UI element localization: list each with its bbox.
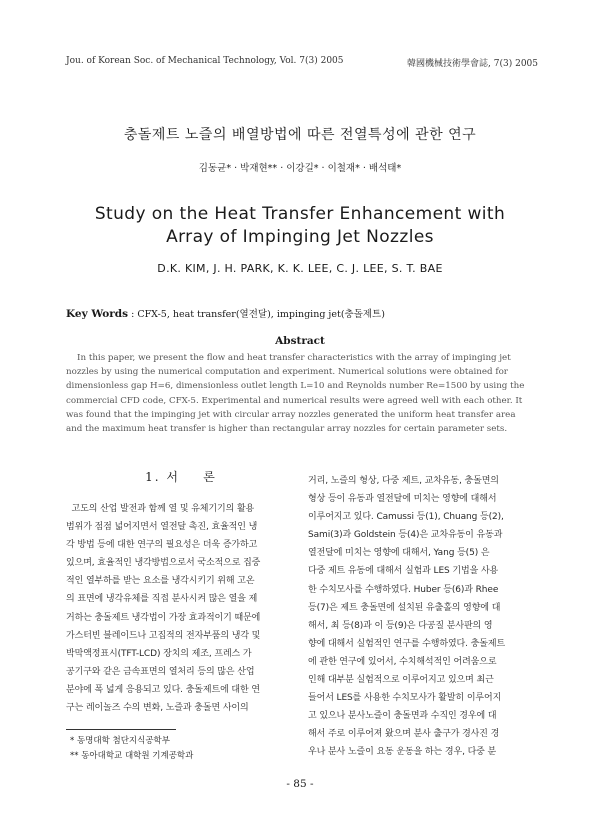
footnote-affiliation: ** 동아대학교 대학원 기계공학과 bbox=[70, 751, 194, 761]
abstract-line: dimensionless gap H=6, dimensionless outlet length L=10 and Reynolds number Re=1500 by using the bbox=[66, 381, 525, 392]
body-line: 각 방법 등에 대한 연구의 필요성은 더욱 증가하고 bbox=[66, 540, 258, 551]
body-line: 거하는 충돌제트 냉각법이 가장 효과적이기 때문에 bbox=[66, 612, 261, 623]
body-line: 의 표면에 냉각유체를 직접 분사시켜 많은 열을 제 bbox=[66, 594, 258, 605]
keywords bbox=[66, 306, 536, 320]
body-line: 박막액정표시(TFT-LCD) 장치의 제조, 프레스 가 bbox=[66, 648, 252, 659]
body-line: 등(7)은 제트 충돌면에 설치된 유출홀의 영향에 대 bbox=[308, 602, 501, 613]
body-line: 에 관한 연구에 있어서, 수치해석적인 어려움으로 bbox=[308, 656, 497, 667]
body-line: 한 수치모사를 수행하였다. Huber 등(6)과 Rhee bbox=[308, 584, 499, 595]
body-column-left bbox=[66, 500, 296, 717]
paper-title-english-line: Study on the Heat Transfer Enhancement with bbox=[94, 204, 506, 224]
body-line: 구는 레이놀즈 수의 변화, 노즐과 충돌면 사이의 bbox=[66, 703, 249, 714]
abstract-body bbox=[66, 351, 536, 436]
paper-title-english bbox=[0, 203, 600, 249]
body-line: 향에 대해서 실험적인 연구를 수행하였다. 충돌제트 bbox=[308, 638, 506, 649]
keywords-label: Key Words bbox=[66, 308, 129, 320]
body-line: 해서, 최 등(8)과 이 등(9)은 다공질 분사판의 영 bbox=[308, 620, 493, 631]
section-title-introduction: 1. 서 론 bbox=[145, 470, 217, 484]
body-line: 고 있으나 분사노즐이 충돌면과 수직인 경우에 대 bbox=[308, 711, 497, 722]
body-line: 열전달에 미치는 영향에 대해서, Yang 등(5) 은 bbox=[308, 548, 490, 559]
body-line: 다중 제트 유동에 대해서 실험과 LES 기법을 사용 bbox=[308, 566, 499, 577]
body-line: 우나 분사 노즐이 요동 운동을 하는 경우, 다중 분 bbox=[308, 747, 497, 758]
body-column-right bbox=[308, 472, 540, 762]
footnotes bbox=[70, 734, 193, 764]
journal-header-korean: 韓國機械技術學會誌, 7(3) 2005 bbox=[407, 59, 538, 69]
authors-korean: 김동균* · 박재현** · 이강길* · 이철재* · 배석태* bbox=[198, 163, 402, 174]
body-line: 분야에 폭 넓게 응용되고 있다. 충돌제트에 대한 연 bbox=[66, 684, 260, 695]
abstract-line: In this paper, we present the flow and heat transfer characteristics with the array of impinging jet bbox=[66, 353, 511, 363]
abstract-line: nozzles by using the numerical computation and experiment. Numerical solutions were obtained for bbox=[66, 367, 508, 378]
body-line: 들어서 LES를 사용한 수치모사가 활발히 이루어지 bbox=[308, 693, 502, 704]
body-line: 이루어지고 있다. Camussi 등(1), Chuang 등(2), bbox=[308, 512, 504, 523]
paper-title-english-line: Array of Impinging Jet Nozzles bbox=[166, 227, 434, 247]
journal-header-english: Jou. of Korean Soc. of Mechanical Technology, Vol. 7(3) 2005 bbox=[66, 56, 344, 66]
body-line: 범위가 점점 넓어지면서 열전달 촉진, 효율적인 냉 bbox=[66, 522, 258, 533]
body-line: 해서 주로 이루어져 왔으며 분사 출구가 경사진 경 bbox=[308, 729, 500, 740]
keywords-text: : CFX-5, heat transfer(열전달), impinging jet(충돌제트) bbox=[131, 309, 385, 320]
body-line: Sami(3)과 Goldstein 등(4)은 교차유동이 유동과 bbox=[308, 530, 503, 541]
abstract-line: was found that the impinging jet with circular array nozzles generated the uniform heat transfer area bbox=[66, 409, 516, 420]
body-line: 고도의 산업 발전과 함께 열 및 유체기기의 활용 bbox=[66, 504, 255, 514]
page-number: - 85 - bbox=[286, 778, 314, 790]
abstract-line: and the maximum heat transfer is higher than rectangular array nozzles for certain parameter sets. bbox=[66, 424, 508, 435]
abstract-title: Abstract bbox=[275, 335, 325, 347]
footnote-affiliation: * 동명대학 첨단지식공학부 bbox=[70, 736, 170, 746]
paper-title-korean: 충돌제트 노즐의 배열방법에 따른 전열특성에 관한 연구 bbox=[123, 127, 477, 143]
body-line: 거리, 노즐의 형상, 다중 제트, 교차유동, 충돌면의 bbox=[308, 476, 499, 486]
body-line: 공기구와 같은 금속표면의 열처리 등의 많은 산업 bbox=[66, 666, 255, 677]
authors-english: D.K. KIM, J. H. PARK, K. K. LEE, C. J. LEE, S. T. BAE bbox=[157, 262, 443, 275]
body-line: 적인 열부하를 받는 요소를 냉각시키기 위해 고온 bbox=[66, 576, 255, 587]
body-line: 가스터빈 블레이드나 고집적의 전자부품의 냉각 및 bbox=[66, 630, 261, 641]
abstract-line: commercial CFD code, CFX-5. Experimental and numerical results were agreed well with each other. It bbox=[66, 395, 523, 406]
body-line: 인해 대부분 실험적으로 이루어지고 있으며 최근 bbox=[308, 675, 494, 686]
body-line: 있으며, 효율적인 냉각방법으로서 국소적으로 집중 bbox=[66, 558, 261, 569]
body-line: 형상 등이 유동과 열전달에 미치는 영향에 대해서 bbox=[308, 494, 497, 505]
footnote-divider bbox=[66, 729, 176, 730]
